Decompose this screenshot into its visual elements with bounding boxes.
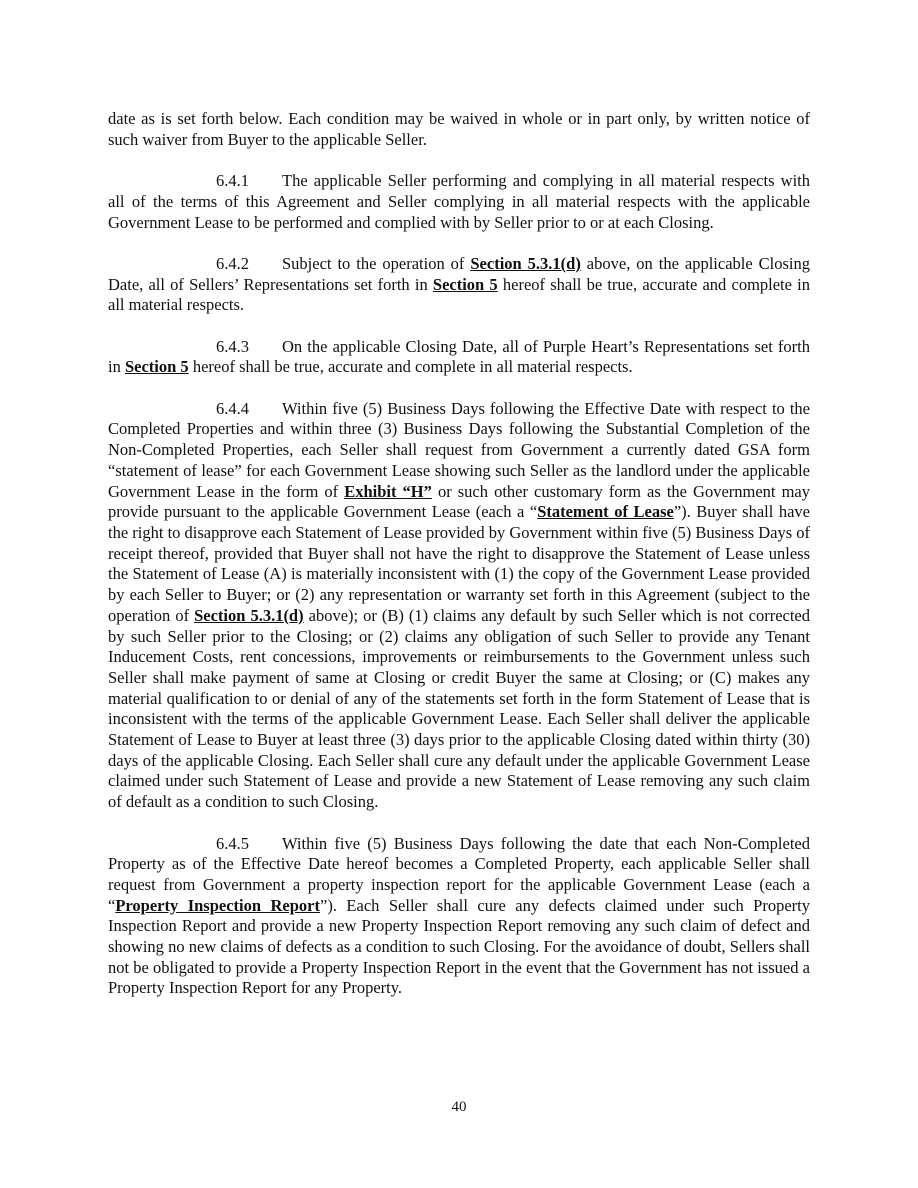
intro-text: date as is set forth below. Each condition may be waived in whole or in part only, by written notice of such waiver from Buyer to the applicable Seller. bbox=[108, 109, 810, 149]
section-text: ”). Buyer shall have the right to disapprove each Statement of Lease provided by Government within five (5) Business Days of receipt thereof, provided that Buyer shall not have the right to disapprove the Statement of Lease unless the Statement of Lease (A) is materially inconsistent with (1) the copy of the Government Lease provided by each Seller to Buyer; or (2) any representation or warranty set forth in this Agreement (subject to the operation of bbox=[108, 502, 811, 625]
section-text: On the applicable Closing Date, all of Purple Heart’s Representations set forth in bbox=[108, 336, 810, 377]
cross-reference: Section 5.3.1(d) bbox=[194, 605, 304, 625]
section-6-4-5 bbox=[108, 834, 810, 1000]
document-page bbox=[108, 109, 810, 1020]
section-text: hereof shall be true, accurate and complete in all material respects. bbox=[188, 357, 633, 377]
cross-reference: Exhibit “H” bbox=[344, 481, 432, 501]
section-6-4-2 bbox=[108, 254, 810, 316]
section-number: 6.4.3 bbox=[216, 336, 249, 356]
section-text: hereof shall be true, accurate and complete in all material respects. bbox=[108, 274, 810, 315]
section-6-4-4 bbox=[108, 399, 810, 813]
section-text: above); or (B) (1) claims any default by such Seller which is not corrected by such Seller prior to the Closing; or (2) claims any obligation of such Seller to provide any Tenant Inducement Costs, rent concessions, improvements or reimbursements to the Government unless such Seller shall make payment of same at Closing or credit Buyer the same at Closing; or (C) makes any material qualification to or denial of any of the statements set forth in the form Statement of Lease that is inconsistent with the terms of the applicable Government Lease. Each Seller shall deliver the applicable Statement of Lease to Buyer at least three (3) days prior to the applicable Closing dated within thirty (30) days of the applicable Closing. Each Seller shall cure any default under the applicable Government Lease claimed under such Statement of Lease and provide a new Statement of Lease removing any such claim of default as a condition to such Closing. bbox=[108, 605, 810, 812]
cross-reference: Section 5 bbox=[432, 274, 498, 294]
section-number: 6.4.2 bbox=[216, 253, 249, 273]
section-6-4-1 bbox=[108, 171, 810, 233]
page-number: 40 bbox=[451, 1099, 467, 1115]
intro-paragraph bbox=[108, 109, 810, 150]
section-text: above, on the applicable Closing Date, all of Sellers’ Representations set forth in bbox=[108, 253, 810, 294]
section-text: Within five (5) Business Days following the Effective Date with respect to the Completed Properties and within three (3) Business Days following the Substantial Completion of the Non-Completed Properties, each Seller shall request from Government a currently dated GSA form “statement of lease” for each Government Lease showing such Seller as the landlord under the applicable Government Lease in the form of bbox=[108, 398, 810, 501]
section-text: Within five (5) Business Days following the date that each Non-Completed Property as of the Effective Date hereof becomes a Completed Property, each applicable Seller shall request from Government a property inspection report for the applicable Government Lease (each a “ bbox=[108, 833, 810, 915]
section-text: ”). Each Seller shall cure any defects claimed under such Property Inspection Report and provide a new Property Inspection Report removing any such claim of defect and showing no new claims of defects as a condition to such Closing. For the avoidance of doubt, Sellers shall not be obligated to provide a Property Inspection Report in the event that the Government has not issued a Property Inspection Report for any Property. bbox=[108, 895, 810, 998]
section-number: 6.4.5 bbox=[216, 833, 249, 853]
defined-term: Property Inspection Report bbox=[115, 895, 321, 915]
section-number: 6.4.1 bbox=[216, 171, 249, 191]
cross-reference: Section 5 bbox=[124, 357, 189, 377]
section-text: The applicable Seller performing and complying in all material respects with all of the terms of this Agreement and Seller complying in all material respects with the applicable Government Lease to be performed and complied with by Seller prior to or at each Closing. bbox=[108, 171, 810, 232]
section-number: 6.4.4 bbox=[216, 398, 249, 418]
section-text: Subject to the operation of bbox=[282, 253, 471, 273]
defined-term: Statement of Lease bbox=[537, 502, 674, 522]
section-text: or such other customary form as the Government may provide pursuant to the applicable Government Lease (each a “ bbox=[108, 481, 810, 522]
cross-reference: Section 5.3.1(d) bbox=[470, 253, 581, 273]
section-6-4-3 bbox=[108, 337, 810, 378]
